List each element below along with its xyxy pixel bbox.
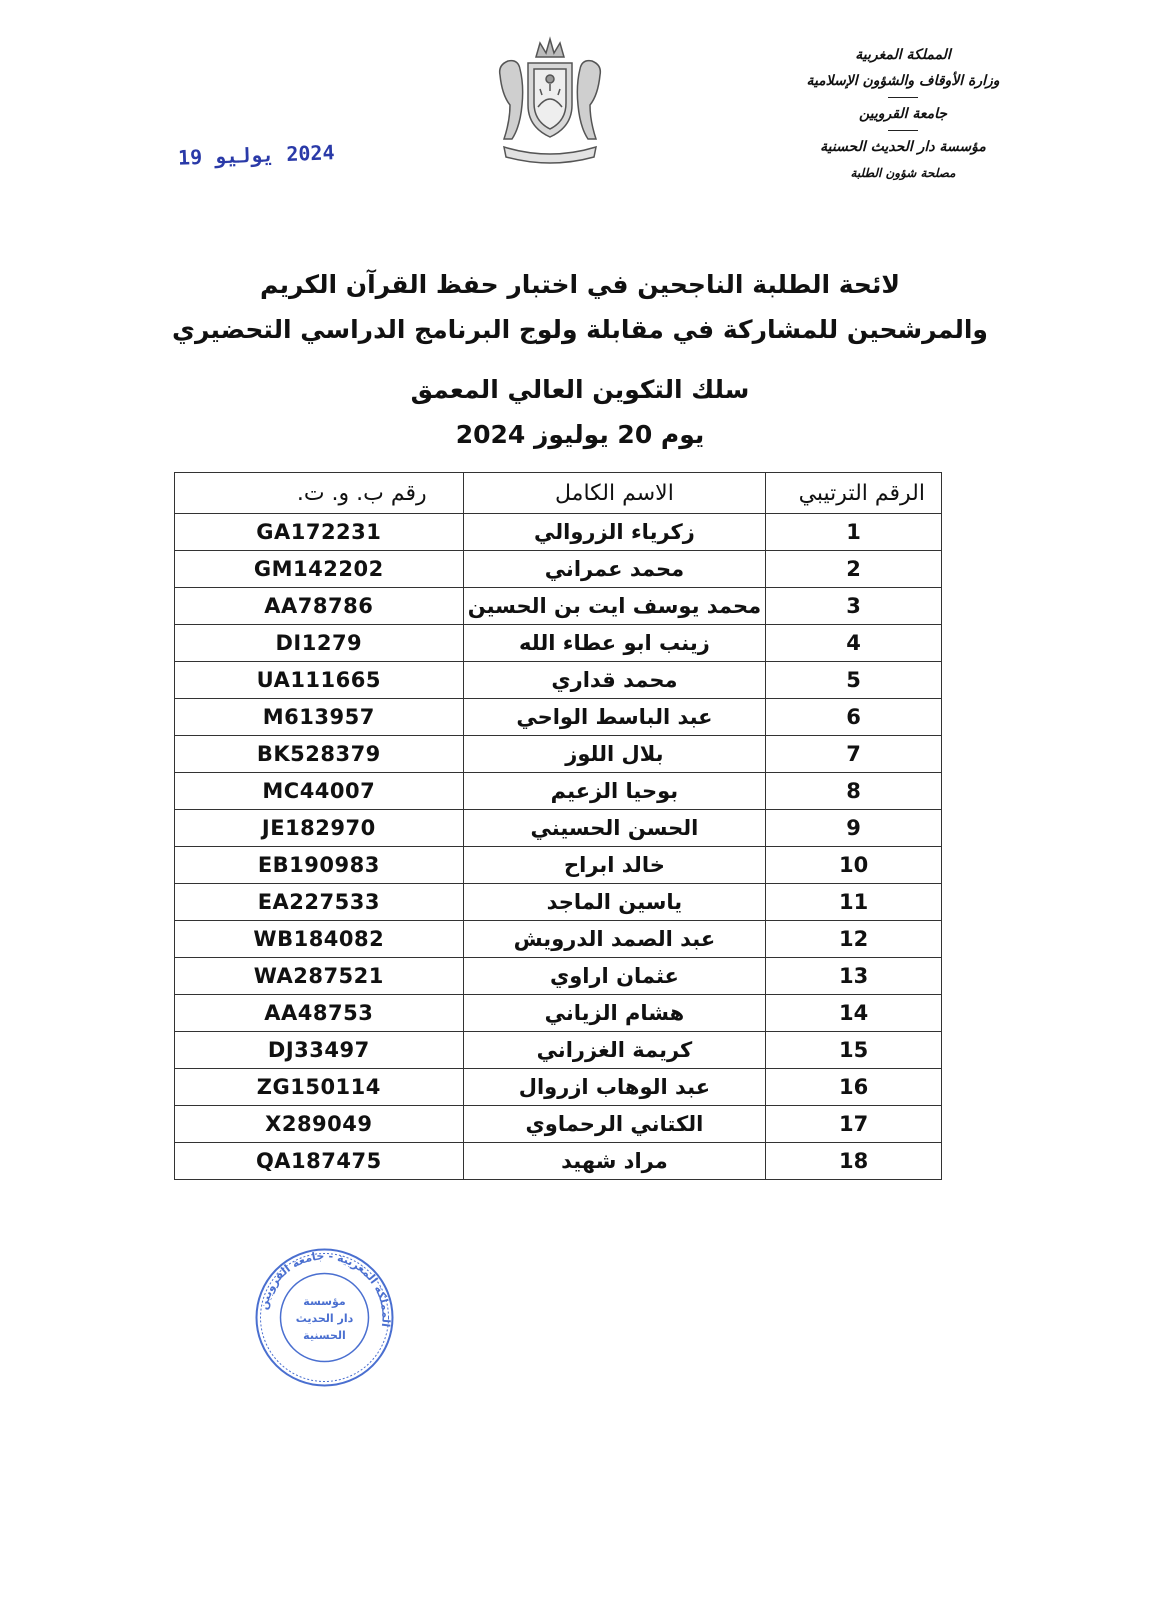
cell-cin: GA172231 [175,514,464,551]
cell-cin: BK528379 [175,736,464,773]
cell-cin: EA227533 [175,884,464,921]
document-title-line1: لائحة الطلبة الناجحين في اختبار حفظ القرآن الكريم [260,270,900,299]
cell-index: 16 [766,1069,942,1106]
cell-name: عبد الباسط الواحي [463,699,766,736]
table-row [175,699,942,736]
cell-name: بوحيا الزعيم [463,773,766,810]
institution-header [783,45,1023,189]
cell-index: 8 [766,773,942,810]
cell-index: 17 [766,1106,942,1143]
cell-name: زكرياء الزروالي [463,514,766,551]
table-row [175,995,942,1032]
cell-index: 6 [766,699,942,736]
table-row [175,884,942,921]
document-subtitle-date: يوم 20 يوليوز 2024 [455,420,705,449]
cell-cin: ZG150114 [175,1069,464,1106]
cell-name: محمد قداري [463,662,766,699]
cell-name: خالد ابراح [463,847,766,884]
table-row [175,551,942,588]
table-row [175,810,942,847]
cell-cin: AA78786 [175,588,464,625]
table-body [175,514,942,1180]
cell-name: هشام الزياني [463,995,766,1032]
cell-cin: M613957 [175,699,464,736]
header-separator [888,97,918,98]
table-row [175,847,942,884]
cell-index: 2 [766,551,942,588]
cell-index: 13 [766,958,942,995]
column-header-index: الرقم الترتيبي [766,473,942,514]
cell-cin: WA287521 [175,958,464,995]
cell-index: 1 [766,514,942,551]
date-stamp: 2024 يوليو 19 [177,140,335,170]
cell-index: 14 [766,995,942,1032]
table-row [175,1143,942,1180]
header-line-kingdom: المملكة المغربية [855,47,951,63]
cell-index: 9 [766,810,942,847]
cell-index: 7 [766,736,942,773]
cell-index: 15 [766,1032,942,1069]
cell-name: محمد عمراني [463,551,766,588]
header-line-institution: مؤسسة دار الحديث الحسنية [820,139,986,155]
table-row [175,625,942,662]
cell-cin: DI1279 [175,625,464,662]
cell-cin: AA48753 [175,995,464,1032]
cell-name: الكتاني الرحماوي [463,1106,766,1143]
results-table [174,472,942,1180]
cell-name: محمد يوسف ايت بن الحسين [463,588,766,625]
document-subtitle-program: سلك التكوين العالي المعمق [410,375,750,404]
cell-name: زينب ابو عطاء الله [463,625,766,662]
cell-cin: DJ33497 [175,1032,464,1069]
cell-index: 18 [766,1143,942,1180]
cell-name: كريمة الغزراني [463,1032,766,1069]
seal-inner-line2: دار الحديث [295,1312,354,1325]
cell-cin: UA111665 [175,662,464,699]
cell-index: 3 [766,588,942,625]
cell-name: مراد شهيد [463,1143,766,1180]
table-row [175,921,942,958]
cell-name: عبد الصمد الدرويش [463,921,766,958]
column-header-name: الاسم الكامل [463,473,766,514]
document-title-line2: والمرشحين للمشاركة في مقابلة ولوج البرنامج الدراسي التحضيري [172,315,988,344]
cell-index: 11 [766,884,942,921]
cell-name: عبد الوهاب ازروال [463,1069,766,1106]
cell-index: 10 [766,847,942,884]
cell-cin: JE182970 [175,810,464,847]
cell-cin: X289049 [175,1106,464,1143]
table-row [175,588,942,625]
header-line-university: جامعة القرويين [858,106,948,122]
table-row [175,662,942,699]
cell-name: بلال اللوز [463,736,766,773]
cell-index: 12 [766,921,942,958]
header-line-service: مصلحة شؤون الطلبة [850,166,956,180]
table-row [175,736,942,773]
cell-index: 5 [766,662,942,699]
table-row [175,1069,942,1106]
table-row [175,958,942,995]
cell-name: ياسين الماجد [463,884,766,921]
seal-inner-line1: مؤسسة [303,1295,346,1308]
cell-cin: EB190983 [175,847,464,884]
cell-cin: MC44007 [175,773,464,810]
table-header-row [175,473,942,514]
cell-cin: GM142202 [175,551,464,588]
official-seal-stamp [252,1245,397,1390]
cell-name: عثمان اراوي [463,958,766,995]
table-row [175,773,942,810]
seal-outer-text: المملكة المغربية - جامعة القرويين [256,1249,393,1328]
header-separator [888,130,918,131]
table-row [175,1032,942,1069]
table-row [175,1106,942,1143]
cell-cin: WB184082 [175,921,464,958]
cell-cin: QA187475 [175,1143,464,1180]
moroccan-coat-of-arms-icon [490,35,610,170]
column-header-cin: رقم ب. و. ت. [175,473,464,514]
seal-inner-line3: الحسنية [303,1329,346,1342]
table-row [175,514,942,551]
cell-index: 4 [766,625,942,662]
header-line-ministry: وزارة الأوقاف والشؤون الإسلامية [806,73,1000,89]
cell-name: الحسن الحسيني [463,810,766,847]
